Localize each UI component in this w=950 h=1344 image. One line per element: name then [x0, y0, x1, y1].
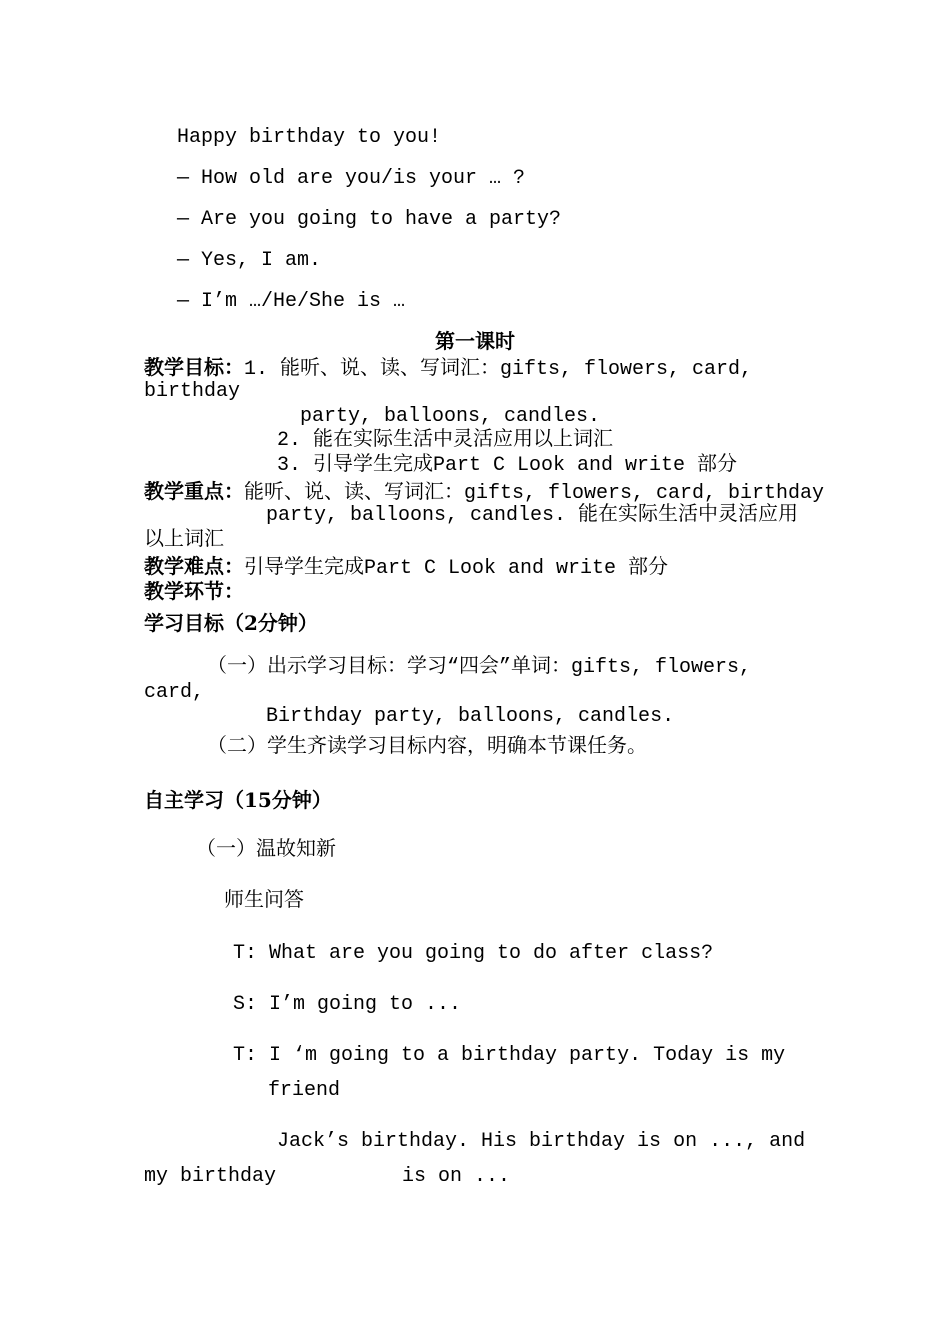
section1-item-2: （二）学生齐读学习目标内容，明确本节课任务。 [207, 736, 647, 759]
objectives-line-4: 3. 引导学生完成Part C Look and write 部分 [277, 454, 738, 477]
dialogue-line-2: — How old are you/is your … ? [177, 167, 526, 190]
dialogue-t-2-cont: friend [268, 1079, 341, 1102]
objectives-line-2: party, balloons, candles. [300, 405, 601, 428]
difficulties-text: 引导学生完成Part C Look and write 部分 [244, 557, 669, 580]
dialogue-t-2: T: I ‘m going to a birthday party. Today is my [233, 1044, 786, 1067]
objectives-line-1-cont: birthday [144, 380, 241, 403]
section1-item-1-cont-2: Birthday party, balloons, candles. [266, 705, 675, 728]
key-points-line-3: 以上词汇 [144, 529, 224, 552]
section2-sub-1: （一）温故知新 [196, 839, 336, 862]
key-points-line-1: 能听、说、读、写词汇：gifts, flowers, card, birthday [244, 482, 825, 505]
objectives-label: 教学目标： [144, 355, 244, 379]
section2-sub-1-note: 师生问答 [224, 890, 304, 913]
dialogue-t-1: T: What are you going to do after class? [233, 942, 714, 965]
dialogue-t-3-cont-a: my birthday [144, 1165, 277, 1188]
objectives-row-1 [144, 355, 752, 382]
objectives-line-1: 1. 能听、说、读、写词汇：gifts, flowers, card, [244, 358, 753, 381]
dialogue-line-1: Happy birthday to you! [177, 126, 442, 149]
dialogue-line-3: — Are you going to have a party? [177, 208, 562, 231]
objectives-line-3: 2. 能在实际生活中灵活应用以上词汇 [277, 429, 614, 452]
dialogue-line-4: — Yes, I am. [177, 249, 322, 272]
section1-item-1-cont-1: card, [144, 681, 205, 704]
section2-heading: 自主学习（15分钟） [144, 788, 332, 812]
section1-heading: 学习目标（2分钟） [144, 611, 318, 635]
key-points-label: 教学重点： [144, 479, 244, 503]
steps-label: 教学环节： [144, 579, 244, 603]
dialogue-s-1: S: I’m going to ... [233, 993, 462, 1016]
section1-item-1: （一）出示学习目标：学习“四会”单词：gifts, flowers, [207, 656, 752, 679]
key-points-row-1 [144, 479, 824, 506]
key-points-line-2: party, balloons, candles. 能在实际生活中灵活应用 [266, 504, 799, 527]
difficulties-row [144, 554, 668, 581]
dialogue-t-3: Jack’s birthday. His birthday is on ..., and [277, 1130, 806, 1153]
dialogue-t-3-cont-b: is on ... [402, 1165, 511, 1188]
dialogue-line-5: — I’m …/He/She is … [177, 290, 406, 313]
lesson-title: 第一课时 [435, 329, 515, 353]
difficulties-label: 教学难点： [144, 554, 244, 578]
